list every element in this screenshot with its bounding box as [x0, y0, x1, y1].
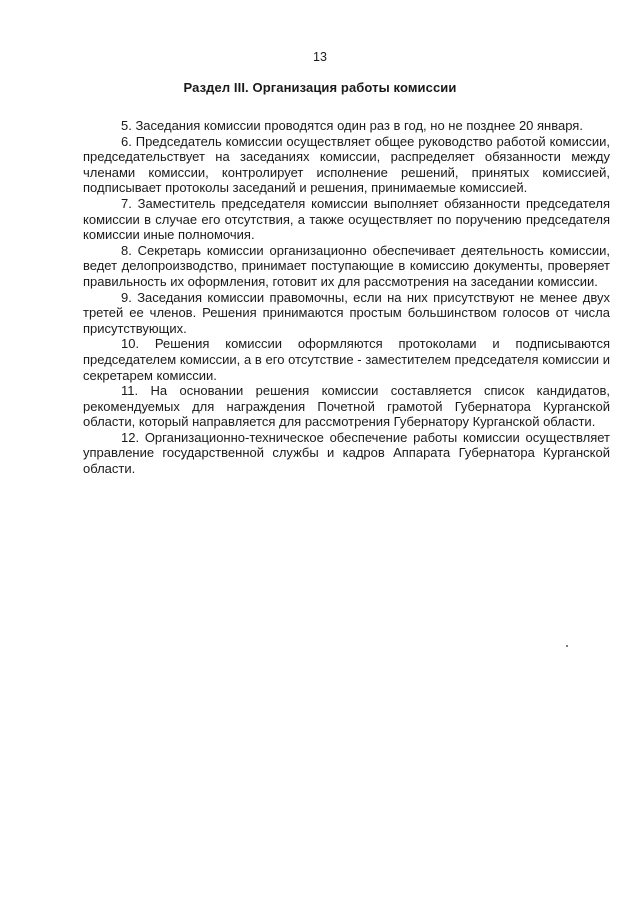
- paragraph-10: 10. Решения комиссии оформляются протоколами и подписываются председателем комиссии, а в его отсутствие - заместителем председателя комиссии и секретарем комиссии.: [83, 336, 610, 383]
- paragraph-6: 6. Председатель комиссии осуществляет общее руководство работой комиссии, председательствует на заседаниях комиссии, распределяет обязанности между членами комиссии, контролирует исполнение решений, принятых комиссией, подписывает протоколы заседаний и решения, принимаемые комиссией.: [83, 133, 610, 196]
- paragraph-8: 8. Секретарь комиссии организационно обеспечивает деятельность комиссии, ведет делопроизводство, принимает поступающие в комиссию документы, проверяет правильность их оформления, готовит их для рассмотрения на заседании комиссии.: [83, 242, 610, 289]
- document-body: [83, 118, 610, 477]
- paragraph-7: 7. Заместитель председателя комиссии выполняет обязанности председателя комиссии в случае его отсутствия, а также осуществляет по поручению председателя комиссии иные полномочия.: [83, 195, 610, 243]
- paragraph-5: 5. Заседания комиссии проводятся один раз в год, но не позднее 20 января.: [121, 118, 583, 133]
- paragraph-9: 9. Заседания комиссии правомочны, если на них присутствуют не менее двух третей ее членов. Решения принимаются простым большинством голосов от числа присутствующих.: [83, 289, 610, 336]
- paragraph-11: 11. На основании решения комиссии составляется список кандидатов, рекомендуемых для награждения Почетной грамотой Губернатора Курганской области, который направляется для рассмотрения Губернатору Курганской области.: [83, 383, 610, 430]
- paragraph-12: 12. Организационно-техническое обеспечение работы комиссии осуществляет управление государственной службы и кадров Аппарата Губернатора Курганской области.: [83, 429, 610, 477]
- page-number: 13: [313, 50, 327, 64]
- section-title: Раздел III. Организация работы комиссии: [183, 80, 457, 95]
- scan-speck: [566, 645, 568, 647]
